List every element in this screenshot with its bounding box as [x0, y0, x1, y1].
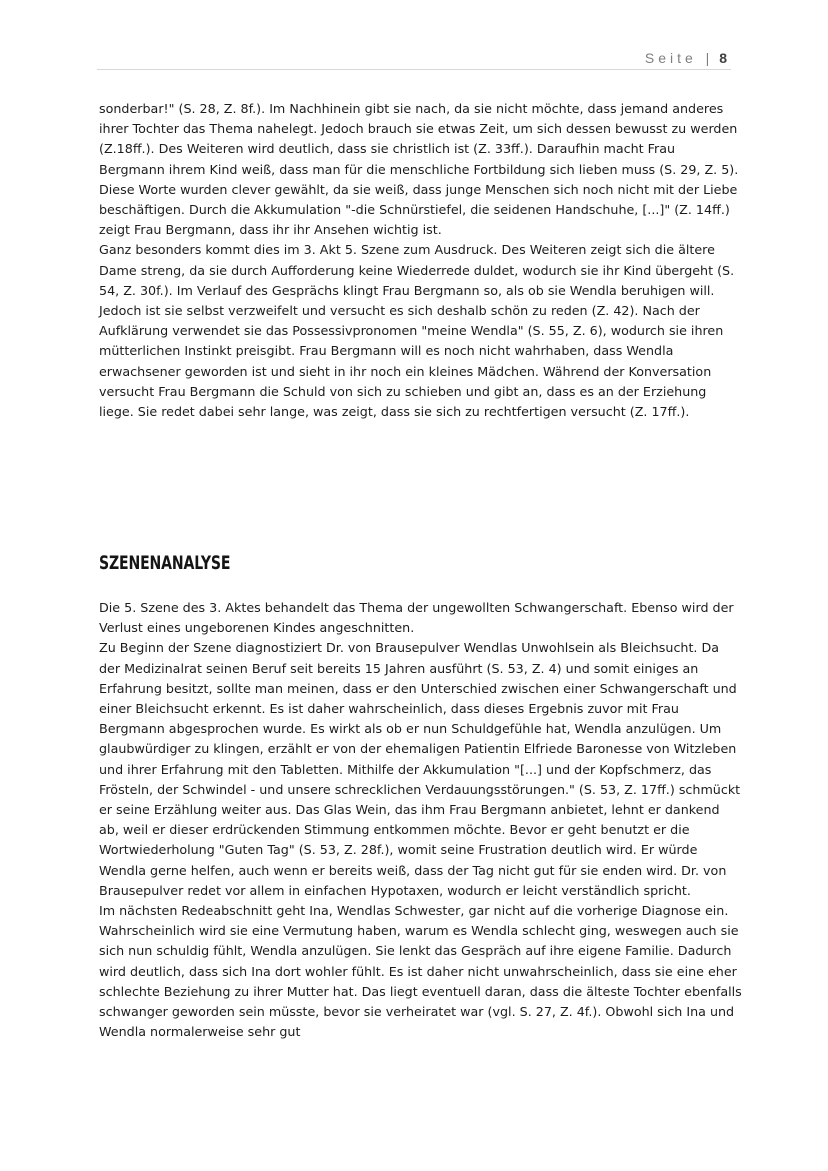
paragraph: Die 5. Szene des 3. Aktes behandelt das Thema der ungewollten Schwangerschaft. Ebenso wird der Verlust eines ungeborenen Kindes angeschnitten. [99, 600, 734, 636]
analysis-continuation [99, 99, 743, 422]
paragraph: Ganz besonders kommt dies im 3. Akt 5. Szene zum Ausdruck. Des Weiteren zeigt sich die ältere Dame streng, da sie durch Aufforderung keine Wiederrede duldet, wodurch sie ihr Kind übergeht (S. 54, Z. 30f.). Im Verlauf des Gesprächs klingt Frau Bergmann so, als ob sie Wendla beruhigen will. Jedoch ist sie selbst verzweifelt und versucht es sich deshalb schön zu reden (Z. 42). Nach der Aufklärung verwendet sie das Possessivpronomen "meine Wendla" (S. 55, Z. 6), wodurch sie ihren mütterlichen Instinkt preisgibt. Frau Bergmann will es noch nicht wahrhaben, dass Wendla erwachsener geworden ist und sieht in ihr noch ein kleines Mädchen. Während der Konversation versucht Frau Bergmann die Schuld von sich zu schieben und gibt an, dass es an der Erziehung liege. Sie redet dabei sehr lange, was zeigt, dass sie sich zu rechtfertigen versucht (Z. 17ff.). [99, 242, 735, 420]
page-number: 8 [719, 50, 727, 66]
page-separator: | [705, 50, 710, 66]
page-word: Seite [644, 50, 697, 66]
paragraph: Zu Beginn der Szene diagnostiziert Dr. von Brausepulver Wendlas Unwohlsein als Bleichsucht. Da der Medizinalrat seinen Beruf seit bereits 15 Jahren ausführt (S. 53, Z. 4) und somit einiges an Erfahrung besitzt, sollte man meinen, dass er den Unterschied zwischen einer Schwangerschaft und einer Bleichsucht erkennt. Es ist daher wahrscheinlich, dass dieses Ergebnis zuvor mit Frau Bergmann abgesprochen wurde. Es wirkt als ob er nun Schuldgefühle hat, Wendla anzulügen. Um glaubwürdiger zu klingen, erzählt er von der ehemaligen Patientin Elfriede Baronesse von Witzleben und ihrer Erfahrung mit den Tabletten. Mithilfe der Akkumulation "[...] und der Kopfschmerz, das Frösteln, der Schwindel - und unsere schrecklichen Verdauungsstörungen." (S. 53, Z. 17ff.) schmückt er seine Erzählung weiter aus. Das Glas Wein, das ihm Frau Bergmann anbietet, lehnt er dankend ab, weil er dieser erdrückenden Stimmung entkommen möchte. Bevor er geht benutzt er die Wortwiederholung "Guten Tag" (S. 53, Z. 28f.), womit seine Frustration deutlich wird. Er würde Wendla gerne helfen, auch wenn er bereits weiß, dass der Tag nicht gut für sie enden wird. Dr. von Brausepulver redet vor allem in einfachen Hypotaxen, wodurch er leicht verständlich spricht. [99, 640, 741, 898]
page-header [97, 50, 731, 70]
section-heading: SZENENANALYSE [99, 552, 231, 574]
paragraph: sonderbar!" (S. 28, Z. 8f.). Im Nachhinein gibt sie nach, da sie nicht möchte, dass jemand anderes ihrer Tochter das Thema nahelegt. Jedoch brauch sie etwas Zeit, um sich dessen bewusst zu werden (Z.18ff.). Des Weiteren wird deutlich, dass sie christlich ist (Z. 33ff.). Daraufhin macht Frau Bergmann ihrem Kind weiß, dass man für die menschliche Fortbildung sich lieben muss (S. 29, Z. 5). Diese Worte wurden clever gewählt, da sie weiß, dass junge Menschen sich noch nicht mit der Liebe beschäftigen. Durch die Akkumulation "-die Schnürstiefel, die seidenen Handschuhe, [...]" (Z. 14ff.) zeigt Frau Bergmann, dass ihr ihr Ansehen wichtig ist. [99, 101, 739, 238]
paragraph: Im nächsten Redeabschnitt geht Ina, Wendlas Schwester, gar nicht auf die vorherige Diagnose ein. Wahrscheinlich wird sie eine Vermutung haben, warum es Wendla schlecht ging, weswegen auch sie sich nun schuldig fühlt, Wendla anzulügen. Sie lenkt das Gespräch auf ihre eigene Familie. Dadurch wird deutlich, dass sich Ina dort wohler fühlt. Es ist daher nicht unwahrscheinlich, dass sie eine eher schlechte Beziehung zu ihrer Mutter hat. Das liegt eventuell daran, dass die älteste Tochter ebenfalls schwanger geworden sein müsste, bevor sie verheiratet war (vgl. S. 27, Z. 4f.). Obwohl sich Ina und Wendla normalerweise sehr gut [99, 903, 742, 1040]
page-number-label [645, 50, 727, 66]
scene-analysis-body [99, 598, 743, 1042]
